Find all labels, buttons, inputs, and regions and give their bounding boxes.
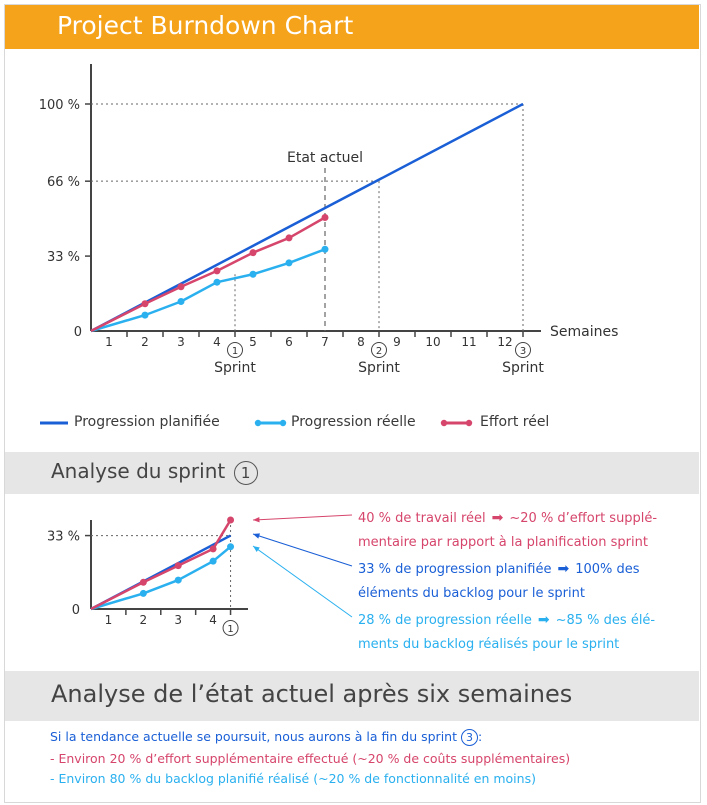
point-progression-reelle xyxy=(250,271,257,278)
legend-line-effort xyxy=(440,410,474,436)
x-tick-label: 1 xyxy=(104,613,113,627)
arrow-icon: ➡ xyxy=(537,612,550,628)
summary-line-effort: - Environ 20 % d’effort supplémentaire effectué (~20 % de coûts supplémentaires) xyxy=(50,751,571,766)
point-effort-reel xyxy=(210,545,217,552)
series-effort-reel xyxy=(91,520,231,609)
summary-intro-text: Si la tendance actuelle se poursuit, nous aurons à la fin du sprint xyxy=(50,729,457,744)
note-actual-part1: 28 % de progression réelle xyxy=(358,613,532,628)
y-tick-label: 0 xyxy=(71,603,80,618)
point-progression-reelle xyxy=(140,590,147,597)
sprint-label: Sprint xyxy=(358,360,400,376)
x-tick-label: 2 xyxy=(141,335,149,349)
point-progression-reelle xyxy=(286,259,293,266)
summary-line-backlog: - Environ 80 % du backlog planifié réalisé (~20 % de fonctionnalité en moins) xyxy=(50,771,536,786)
point-progression-reelle xyxy=(214,279,221,286)
title-banner xyxy=(5,5,699,49)
sprint-analysis-header xyxy=(5,452,699,494)
x-tick-label: 4 xyxy=(213,335,221,349)
x-tick-label: 12 xyxy=(497,335,513,349)
note-planned-part1: 33 % de progression planifiée xyxy=(358,562,552,577)
x-tick-label: 10 xyxy=(425,335,441,349)
y-tick-label: 33 % xyxy=(46,529,80,545)
point-progression-reelle xyxy=(227,543,234,550)
summary-intro xyxy=(50,729,482,746)
sprint-analysis-title: Analyse du sprint xyxy=(51,459,226,483)
x-tick-label: 9 xyxy=(393,335,401,349)
current-state-label: Etat actuel xyxy=(287,150,363,166)
sprint-number: 1 xyxy=(227,624,234,635)
point-effort-reel xyxy=(175,562,182,569)
state-analysis-header xyxy=(5,671,699,721)
x-tick-label: 4 xyxy=(209,613,217,627)
x-tick-label: 3 xyxy=(174,613,183,627)
y-tick-label: 100 % xyxy=(38,98,80,113)
point-progression-reelle xyxy=(322,246,329,253)
sprint-label: Sprint xyxy=(502,360,544,376)
arrow-icon: ➡ xyxy=(491,510,504,526)
point-effort-reel xyxy=(322,214,329,221)
x-axis-label: Semaines xyxy=(550,324,619,340)
point-effort-reel xyxy=(140,579,147,586)
sprint-number-badge: 1 xyxy=(234,461,258,485)
note-planned-line2: éléments du backlog pour le sprint xyxy=(358,586,585,601)
state-analysis-title: Analyse de l’état actuel après six semaines xyxy=(51,680,573,708)
point-effort-reel xyxy=(178,283,185,290)
note-actual-line2: ments du backlog réalisés pour le sprint xyxy=(358,637,620,652)
burndown-chart xyxy=(0,50,707,400)
note-effort-part1: 40 % de travail réel xyxy=(358,511,486,526)
legend-label-actual: Progression réelle xyxy=(291,414,416,430)
y-tick-label: 0 xyxy=(73,325,82,340)
note-effort-part2: ~20 % d’effort supplé- xyxy=(509,511,658,526)
series-progression-planifiee xyxy=(91,104,523,331)
sprint-number: 3 xyxy=(519,346,527,357)
sprint-label: Sprint xyxy=(214,360,256,376)
note-planned-part2: 100% des xyxy=(575,562,640,577)
y-tick-label: 33 % xyxy=(46,250,80,266)
sprint-number: 2 xyxy=(375,346,383,357)
point-progression-reelle xyxy=(210,558,217,565)
note-actual-part2: ~85 % des élé- xyxy=(555,613,656,628)
legend-line-planned xyxy=(40,410,70,436)
x-tick-label: 8 xyxy=(357,335,365,349)
x-tick-label: 2 xyxy=(139,613,148,627)
summary-intro-end: : xyxy=(477,729,483,744)
x-tick-label: 5 xyxy=(249,335,257,349)
sprint-analysis-heading xyxy=(51,459,258,485)
x-tick-label: 11 xyxy=(461,335,477,349)
point-effort-reel xyxy=(227,517,234,524)
arrow-icon: ➡ xyxy=(557,561,570,577)
note-effort-line2: mentaire par rapport à la planification sprint xyxy=(358,535,648,550)
legend xyxy=(0,410,707,436)
y-tick-label: 66 % xyxy=(46,175,80,191)
point-effort-reel xyxy=(250,249,257,256)
point-effort-reel xyxy=(286,234,293,241)
point-progression-reelle xyxy=(175,577,182,584)
x-tick-label: 1 xyxy=(105,335,113,349)
note-planned xyxy=(358,557,640,606)
legend-label-planned: Progression planifiée xyxy=(74,414,220,430)
x-tick-label: 7 xyxy=(321,335,329,349)
point-progression-reelle xyxy=(142,312,149,319)
point-effort-reel xyxy=(214,267,221,274)
sprint-chart xyxy=(0,500,360,650)
legend-label-effort: Effort réel xyxy=(480,414,550,430)
page-title: Project Burndown Chart xyxy=(57,11,354,40)
sprint-number: 1 xyxy=(231,346,239,357)
sprint3-badge: 3 xyxy=(461,729,478,746)
point-progression-reelle xyxy=(178,298,185,305)
note-effort xyxy=(358,506,657,555)
x-tick-label: 6 xyxy=(285,335,293,349)
legend-line-actual xyxy=(254,410,288,436)
point-effort-reel xyxy=(142,300,149,307)
series-effort-reel xyxy=(91,218,325,332)
x-tick-label: 3 xyxy=(177,335,185,349)
note-actual xyxy=(358,608,655,657)
